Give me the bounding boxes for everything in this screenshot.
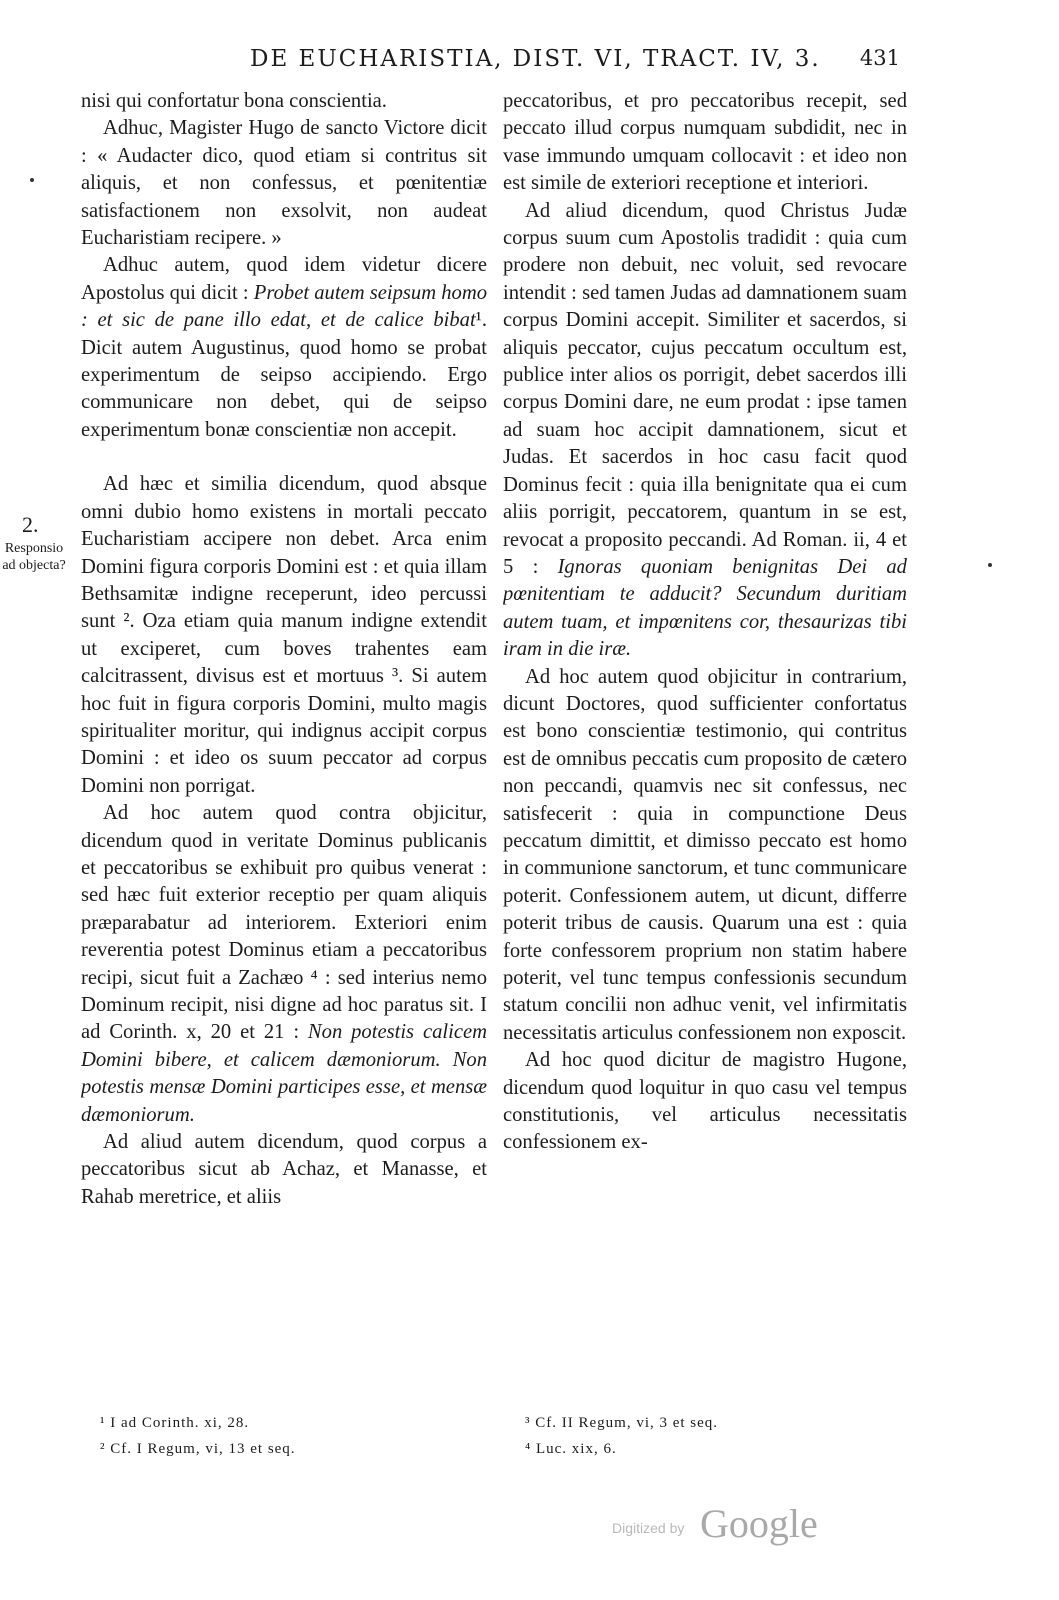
- footnote: ¹ I ad Corinth. xi, 28.: [100, 1415, 250, 1431]
- text-run: Adhuc autem, quod idem videtur dicere Apostolus qui dicit :: [81, 254, 487, 304]
- paragraph: Ad hoc autem quod objicitur in contrarium, dicunt Doctores, quod sufficienter confortatus est bono conscientiæ testimonio, qui contritus est de omnibus peccatis cum proposito de cætero non peccandi, quamvis nec sit confessus, nec satisfecerit : quia in compunctione Deus peccatum dimittit, et dimisso peccato est homo in communione sanctorum, et tunc communicare poterit. Confessionem autem, ut dicunt, differre poterit tribus de causis. Quarum una est : quia forte confessorem proprium non statim habere poterit, vel tunc tempus confessionis secundum statum concilii non adhuc venit, vel infirmitatis necessitatis articulus confessionem non exposcit.: [503, 665, 907, 1044]
- google-logo: Google: [700, 1501, 818, 1546]
- paragraph: [503, 198, 907, 664]
- scripture-quote: Ignoras quoniam benignitas Dei ad pœnitentiam te adducit? Secundum duritiam autem tuam, et impœnitens cor, thesaurizas tibi iram in die iræ.: [503, 555, 907, 661]
- scripture-quote: Non potestis calicem Domini bibere, et calicem dæmoniorum. Non potestis mensæ Domini participes esse, et mensæ dæmoniorum.: [81, 1021, 487, 1126]
- running-title: DE EUCHARISTIA, DIST. VI, TRACT. IV, 3.: [250, 46, 821, 72]
- footnotes-right: [525, 1410, 905, 1462]
- text-run: Ad hoc autem quod contra objicitur, dicendum quod in veritate Dominus publicanis et peccatoribus se exhibuit pro quibus venerat : sed hæc fuit exterior receptio per quam aliquis præparabatur ad interiorem. Exteriori enim reverentia potest Dominus etiam a peccatoribus recipi, sicut fuit a Zachæo ⁴ : sed interius nemo Dominum recipit, nisi digne ad hoc paratus sit. I ad Corinth. x, 20 et 21 :: [81, 802, 487, 1044]
- ink-speck: [30, 178, 34, 182]
- left-column: [81, 88, 487, 1378]
- watermark-caption: Digitized by: [612, 1520, 685, 1536]
- right-column: [503, 88, 907, 1378]
- paragraph: [81, 800, 487, 1129]
- text-run: ¹. Dicit autem Augustinus, quod homo se probat experimentum de seipso accipiendo. Ergo communicare non debet, qui de seipso experimentum bonæ conscientiæ non accepit.: [81, 309, 487, 441]
- paragraph: Ad aliud autem dicendum, quod corpus a peccatoribus sicut ab Achaz, et Manasse, et Rahab meretrice, et aliis: [81, 1131, 487, 1208]
- paragraph: Adhuc, Magister Hugo de sancto Victore dicit : « Audacter dico, quod etiam si contritus sit aliquis, et non confessus, et pœnitentiæ satisfactionem non exsolvit, non audeat Eucharistiam recipere. »: [81, 117, 487, 250]
- ink-speck: [988, 563, 992, 567]
- paragraph: Ad hoc quod dicitur de magistro Hugone, dicendum quod loquitur in quo casu vel tempus constitutionis, vel articulus necessitatis confessionem ex-: [503, 1049, 907, 1154]
- margin-note: Responsio ad objecta?: [2, 541, 66, 573]
- margin-section-number: 2.: [22, 512, 39, 537]
- page-number: 431: [859, 46, 900, 70]
- digitization-watermark: [612, 1500, 832, 1550]
- footnote: ³ Cf. II Regum, vi, 3 et seq.: [525, 1415, 719, 1431]
- paragraph: peccatoribus, et pro peccatoribus recepit, sed peccato illud corpus numquam subdidit, nec in vase immundo umquam collocavit : et ideo non est simile de exteriori receptione et interiori.: [503, 90, 907, 195]
- paragraph: Ad hæc et similia dicendum, quod absque omni dubio homo existens in mortali peccato Eucharistiam accipere non debet. Arca enim Domini figura corporis Domini est : et quia illam Bethsamitæ indigne receperunt, ideo percussi sunt ². Oza etiam quia manum indigne extendit ut exciperet, cum boves trahentes eam calcitrassent, divisus est et mortuus ³. Si autem hoc fuit in figura corporis Domini, multo magis spiritualiter moritur, qui indignus accipit corpus Domini : et ideo os suum peccator ad corpus Domini non porrigat.: [81, 473, 487, 797]
- paragraph: nisi qui confortatur bona conscientia.: [81, 90, 387, 112]
- footnote: ⁴ Luc. xix, 6.: [525, 1441, 617, 1457]
- footnotes-left: [100, 1410, 480, 1462]
- running-header: [250, 46, 900, 76]
- footnote: ² Cf. I Regum, vi, 13 et seq.: [100, 1441, 296, 1457]
- paragraph: [81, 252, 487, 444]
- scripture-quote: Probet autem seipsum homo : et sic de pane illo edat, et de calice bibat: [81, 281, 487, 332]
- text-run: Ad aliud dicendum, quod Christus Judæ corpus suum cum Apostolis tradidit : quia cum prodere non debuit, nec voluit, sed revocare intendit : sed tamen Judas ad damnationem suam corpus Domini accepit. Similiter et sacerdos, si aliquis peccator, cujus peccatum occultum est, publice inter alios os porrigit, debet sacerdos illi corpus Domini dare, ne eum prodat : ipse tamen ad suam hoc accipit damnationem, sicut et Judas. Et sacerdos in hoc casu facit quod Dominus fecit : quia illa benignitate qua ei cum aliis porrigit, peccatorem, quantum in se est, revocat a proposito peccandi. Ad Roman. ii, 4 et 5 :: [503, 199, 907, 578]
